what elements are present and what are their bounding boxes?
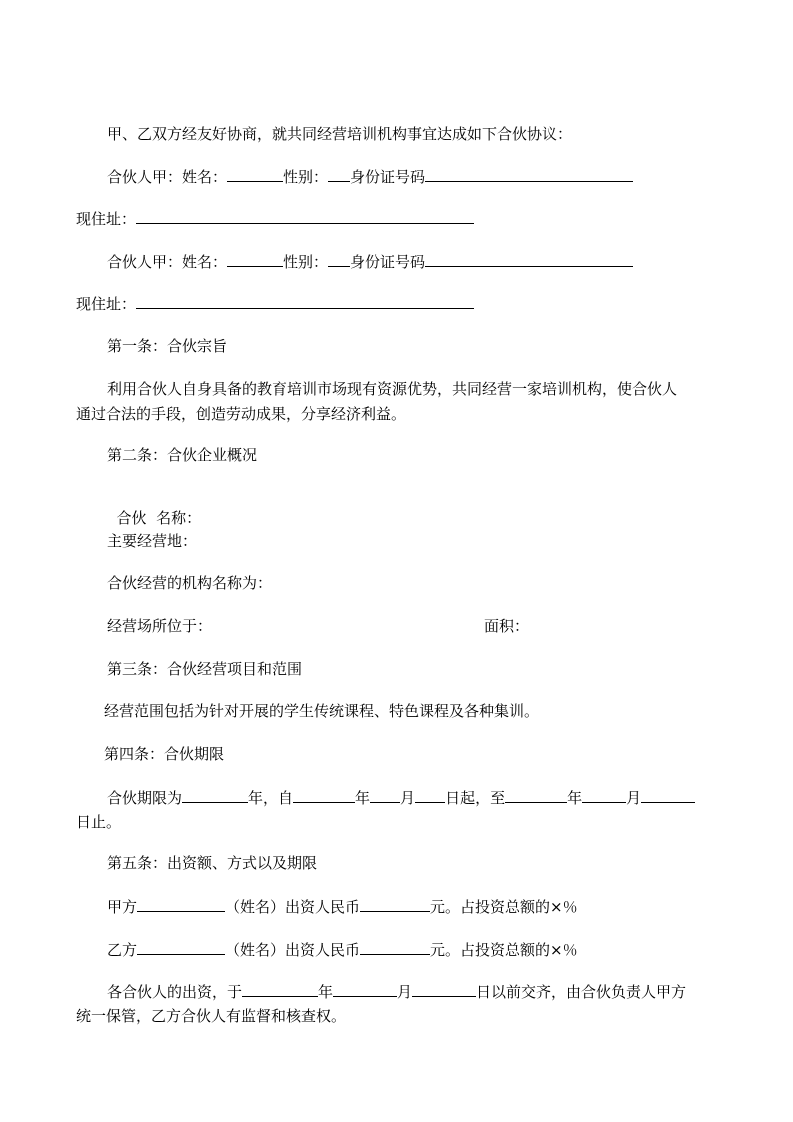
article-title-text: 第三条：合伙经营项目和范围 (107, 660, 303, 678)
end-month-label: 月 (626, 789, 642, 807)
article3-title (107, 659, 302, 679)
article1-body-line2 (76, 404, 406, 424)
article2-area-row (484, 616, 529, 636)
gender-label: 性别： (283, 168, 329, 186)
article1-body-text: 通过合法的手段，创造劳动成果，分享经济利益。 (76, 405, 407, 423)
article1-body-line1 (107, 379, 677, 399)
address-row-1 (76, 208, 474, 228)
party-b-amount-blank (360, 939, 430, 955)
article4-title (104, 744, 224, 764)
article1-title (107, 336, 227, 356)
article3-body (104, 701, 539, 721)
party-a-name-blank (137, 896, 225, 912)
article3-body-text: 经营范围包括为针对开展的学生传统课程、特色课程及各种集训。 (104, 702, 540, 720)
address-row-2 (76, 293, 474, 313)
partner-a-row-1 (107, 166, 633, 186)
name-blank (227, 251, 283, 267)
address-label: 现住址： (76, 210, 137, 228)
article4-term-line1 (107, 787, 695, 807)
article2-main-site-row (107, 531, 197, 551)
article-title-text: 第一条：合伙宗旨 (107, 337, 228, 355)
id-number-label: 身份证号码 (350, 253, 426, 271)
article5-payment-line1 (107, 981, 686, 1001)
intro-paragraph (107, 124, 572, 144)
end-day-blank (641, 787, 695, 803)
id-number-blank (425, 251, 633, 267)
article5-title (107, 853, 317, 873)
contribution-label: （姓名）出资人民币 (225, 898, 361, 916)
article2-location-row (107, 616, 212, 636)
gender-label: 性别： (283, 253, 329, 271)
intro-text: 甲、乙双方经友好协商，就共同经营培训机构事宜达成如下合伙协议： (107, 125, 573, 143)
article4-term-line2 (76, 812, 121, 832)
end-day-label: 日止。 (76, 813, 122, 831)
term-years-blank (182, 787, 248, 803)
start-month-blank (370, 787, 400, 803)
article2-org-name-row (107, 573, 272, 593)
gender-blank (328, 251, 350, 267)
pay-day-label: 日以前交齐，由合伙负责人甲方 (476, 983, 687, 1001)
name-blank (227, 166, 283, 182)
gender-blank (328, 166, 350, 182)
article-title-text: 第五条：出资额、方式以及期限 (107, 854, 318, 872)
contribution-label: （姓名）出资人民币 (225, 941, 361, 959)
party-a-label: 甲方 (107, 898, 138, 916)
term-prefix: 合伙期限为 (107, 789, 183, 807)
partner-name-label: 合伙人甲：姓名： (107, 253, 228, 271)
share-label: 元。占投资总额的×％ (430, 898, 578, 916)
main-site-label: 主要经营地： (107, 532, 198, 550)
partner-name-label: 合伙人甲：姓名： (107, 168, 228, 186)
end-year-blank (505, 787, 567, 803)
end-year-label: 年 (567, 789, 583, 807)
org-name-label: 合伙经营的机构名称为： (107, 574, 273, 592)
party-b-name-blank (137, 939, 225, 955)
term-year-label: 年，自 (248, 789, 294, 807)
id-number-label: 身份证号码 (350, 168, 426, 186)
article-title-text: 第二条：合伙企业概况 (107, 446, 258, 464)
article1-body-text: 利用合伙人自身具备的教育培训市场现有资源优势，共同经营一家培训机构，使合伙人 (107, 380, 678, 398)
payment-text: 统一保管，乙方合伙人有监督和核查权。 (76, 1007, 347, 1025)
pay-month-label: 月 (397, 983, 413, 1001)
start-year-blank (293, 787, 355, 803)
share-label: 元。占投资总额的×％ (430, 941, 578, 959)
pay-year-label: 年 (318, 983, 334, 1001)
party-a-amount-blank (360, 896, 430, 912)
article5-payment-line2 (76, 1006, 346, 1026)
address-label: 现住址： (76, 295, 137, 313)
article2-title (107, 445, 257, 465)
start-day-blank (415, 787, 445, 803)
party-b-label: 乙方 (107, 941, 138, 959)
partner-a-row-2 (107, 251, 633, 271)
article-title-text: 第四条：合伙期限 (104, 745, 225, 763)
article5-party-b-row (107, 939, 578, 959)
end-month-blank (582, 787, 626, 803)
article5-party-a-row (107, 896, 578, 916)
id-number-blank (425, 166, 633, 182)
partnership-name-label: 合伙 名称： (116, 509, 202, 527)
address-blank (136, 208, 474, 224)
location-label: 经营场所位于： (107, 617, 213, 635)
start-year-label: 年 (355, 789, 371, 807)
start-day-label: 日起，至 (445, 789, 506, 807)
start-month-label: 月 (400, 789, 416, 807)
area-label: 面积： (484, 617, 530, 635)
article2-name-row (107, 488, 202, 527)
pay-day-blank (412, 981, 476, 997)
pay-year-blank (242, 981, 318, 997)
payment-prefix: 各合伙人的出资，于 (107, 983, 243, 1001)
pay-month-blank (333, 981, 397, 997)
address-blank (136, 293, 474, 309)
